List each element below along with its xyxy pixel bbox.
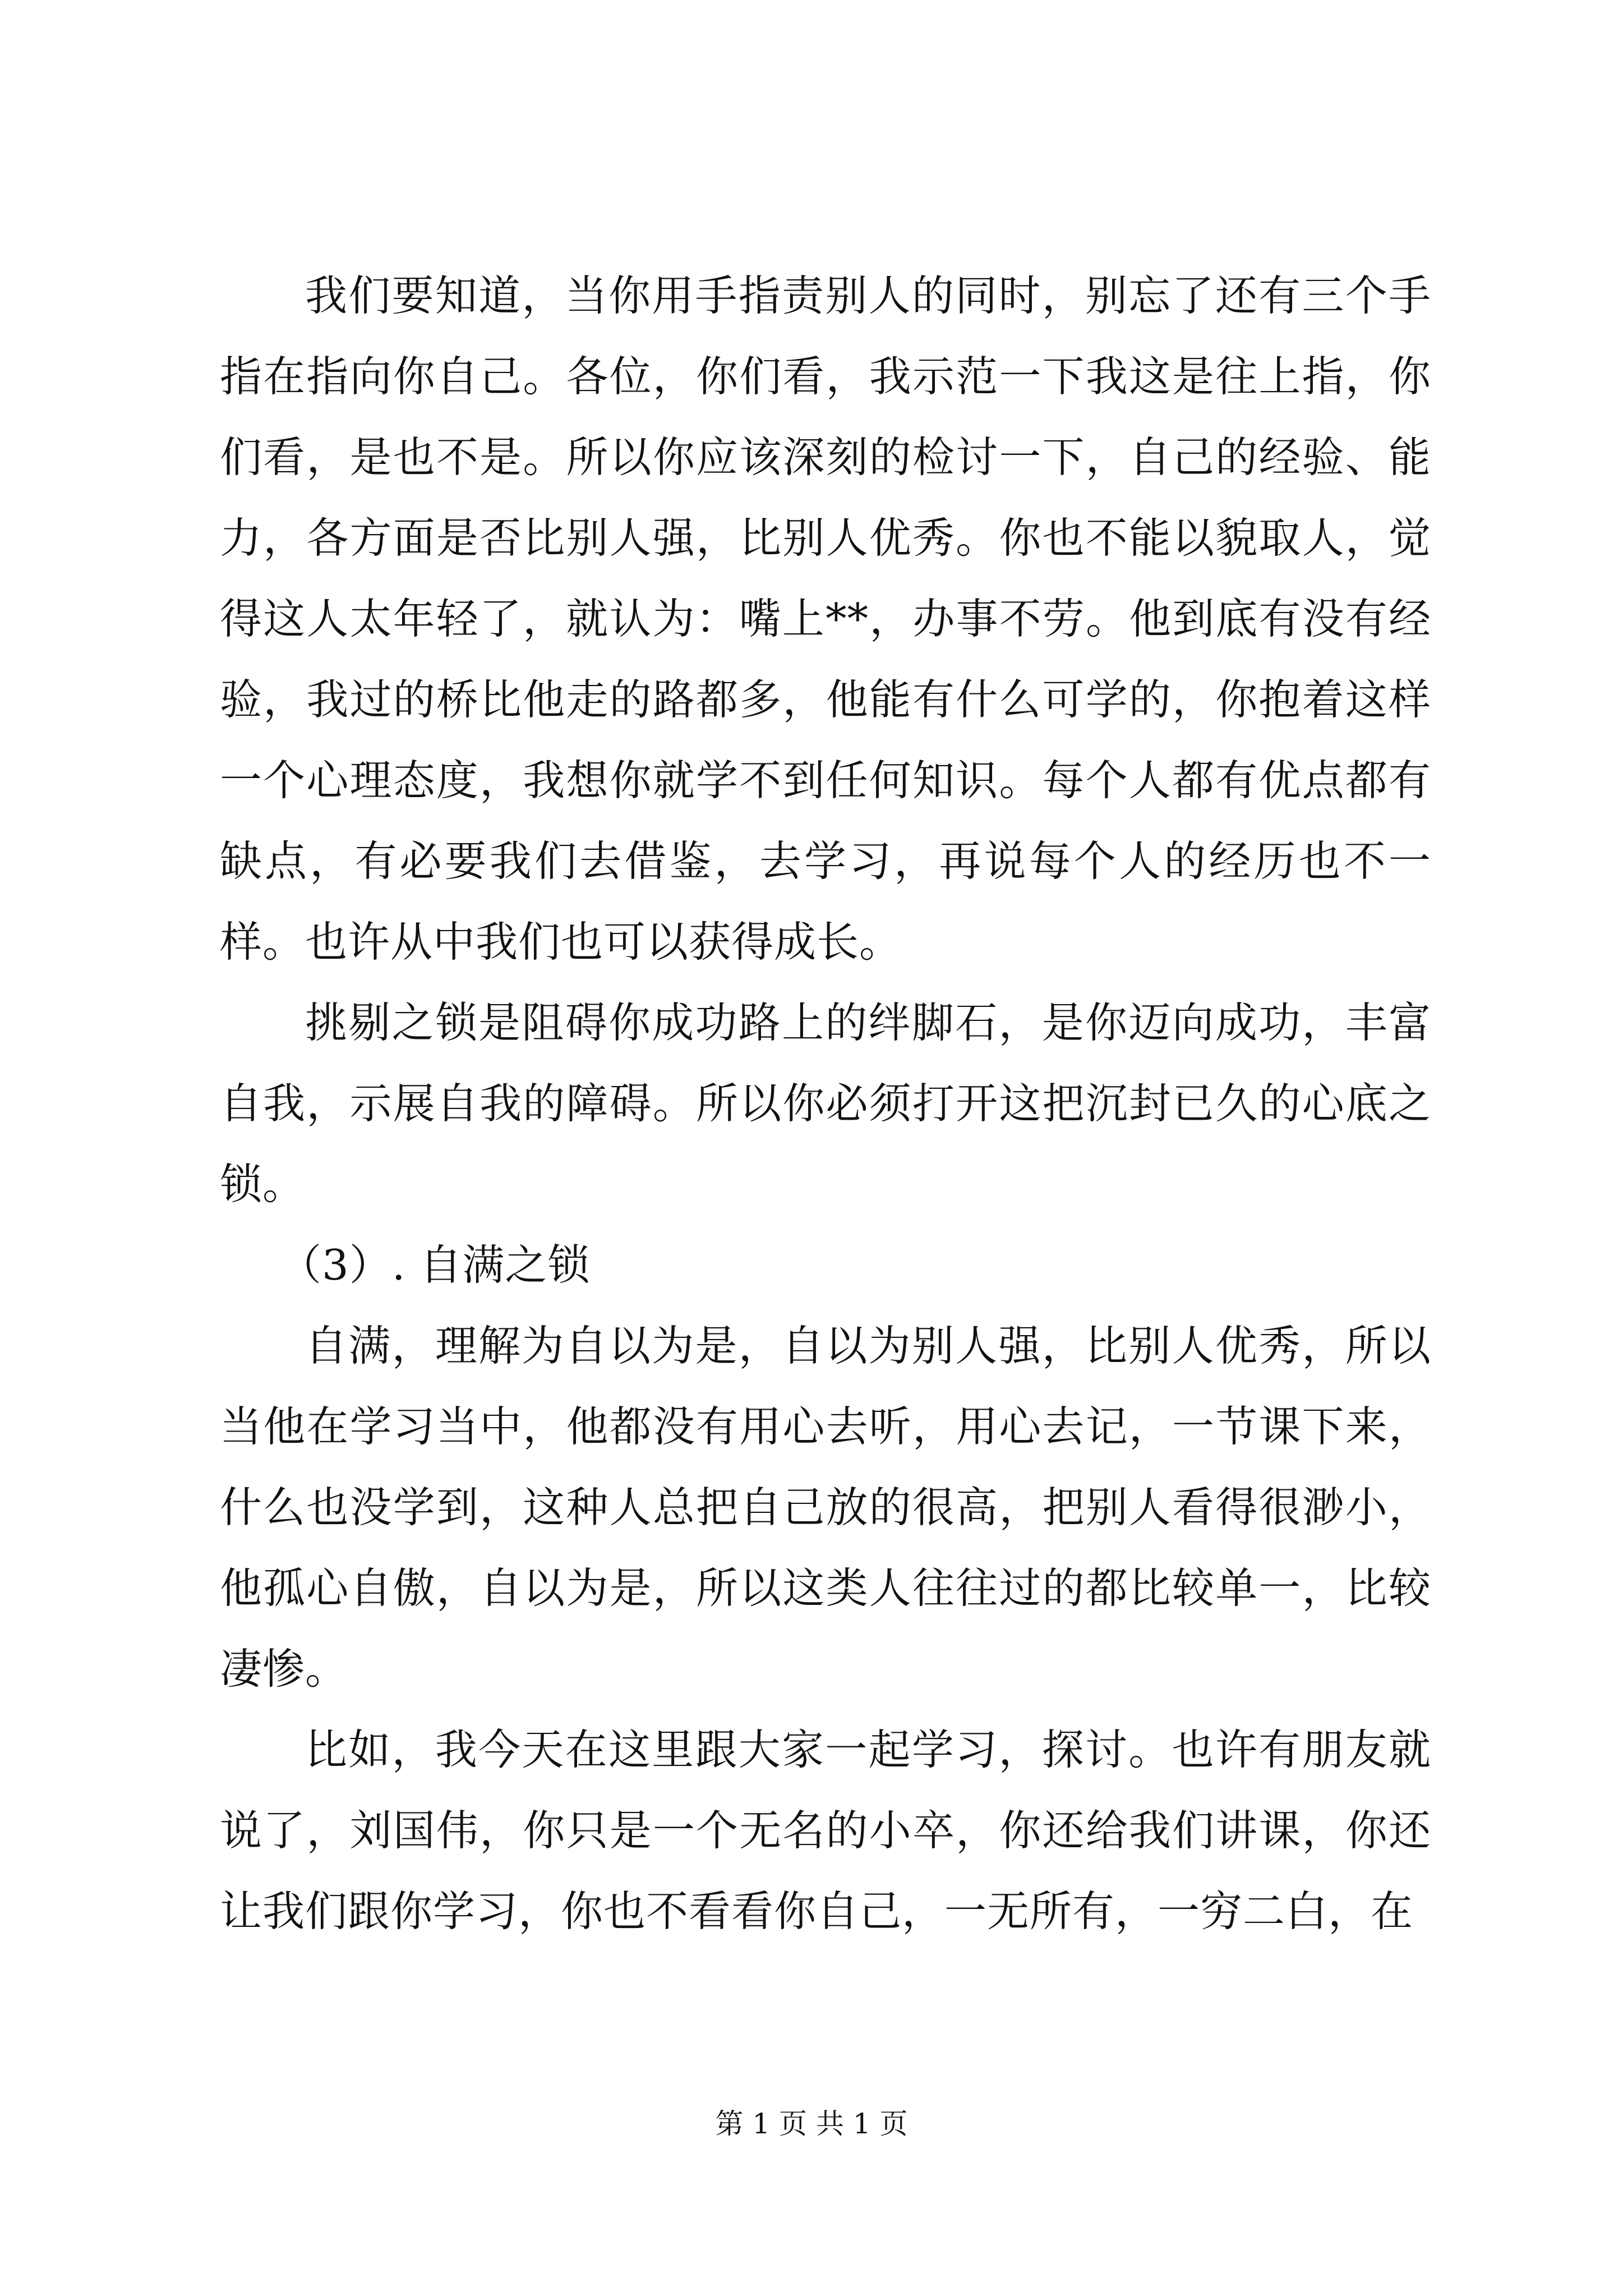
body-paragraph: 我们要知道，当你用手指责别人的同时，别忘了还有三个手指在指向你自己。各位，你们看，我示范一下我这是往上指，你们看，是也不是。所以你应该深刻的检讨一下，自己的经验、能力，各方面是否比别人强，比别人优秀。你也不能以貌取人，觉得这人太年轻了，就认为：嘴上**，办事不劳。他到底有没有经验，我过的桥比他走的路都多，他能有什么可学的，你抱着这样一个心理态度，我想你就学不到任何知识。每个人都有优点都有缺点，有必要我们去借鉴，去学习，再说每个人的经历也不一样。也许从中我们也可以获得成长。: [220, 271, 1431, 967]
document-body: [220, 255, 1431, 1952]
page-footer: [0, 2107, 1623, 2141]
page-number-label: 第 1 页 共 1 页: [715, 2108, 908, 2140]
body-paragraph: 比如，我今天在这里跟大家一起学习，探讨。也许有朋友就说了，刘国伟，你只是一个无名的小卒，你还给我们讲课，你还让我们跟你学习，你也不看看你自己，一无所有，一穷二白，在: [220, 1725, 1431, 1936]
body-paragraph: 挑剔之锁是阻碍你成功路上的绊脚石，是你迈向成功，丰富自我，示展自我的障碍。所以你必须打开这把沉封已久的心底之锁。: [220, 998, 1431, 1209]
section-heading: （3）. 自满之锁: [279, 1240, 591, 1290]
body-paragraph: 自满，理解为自以为是，自以为别人强，比别人优秀，所以当他在学习当中，他都没有用心去听，用心去记，一节课下来，什么也没学到，这种人总把自己放的很高，把别人看得很渺小，他孤心自傲，自以为是，所以这类人往往过的都比较单一，比较凄惨。: [220, 1321, 1431, 1694]
